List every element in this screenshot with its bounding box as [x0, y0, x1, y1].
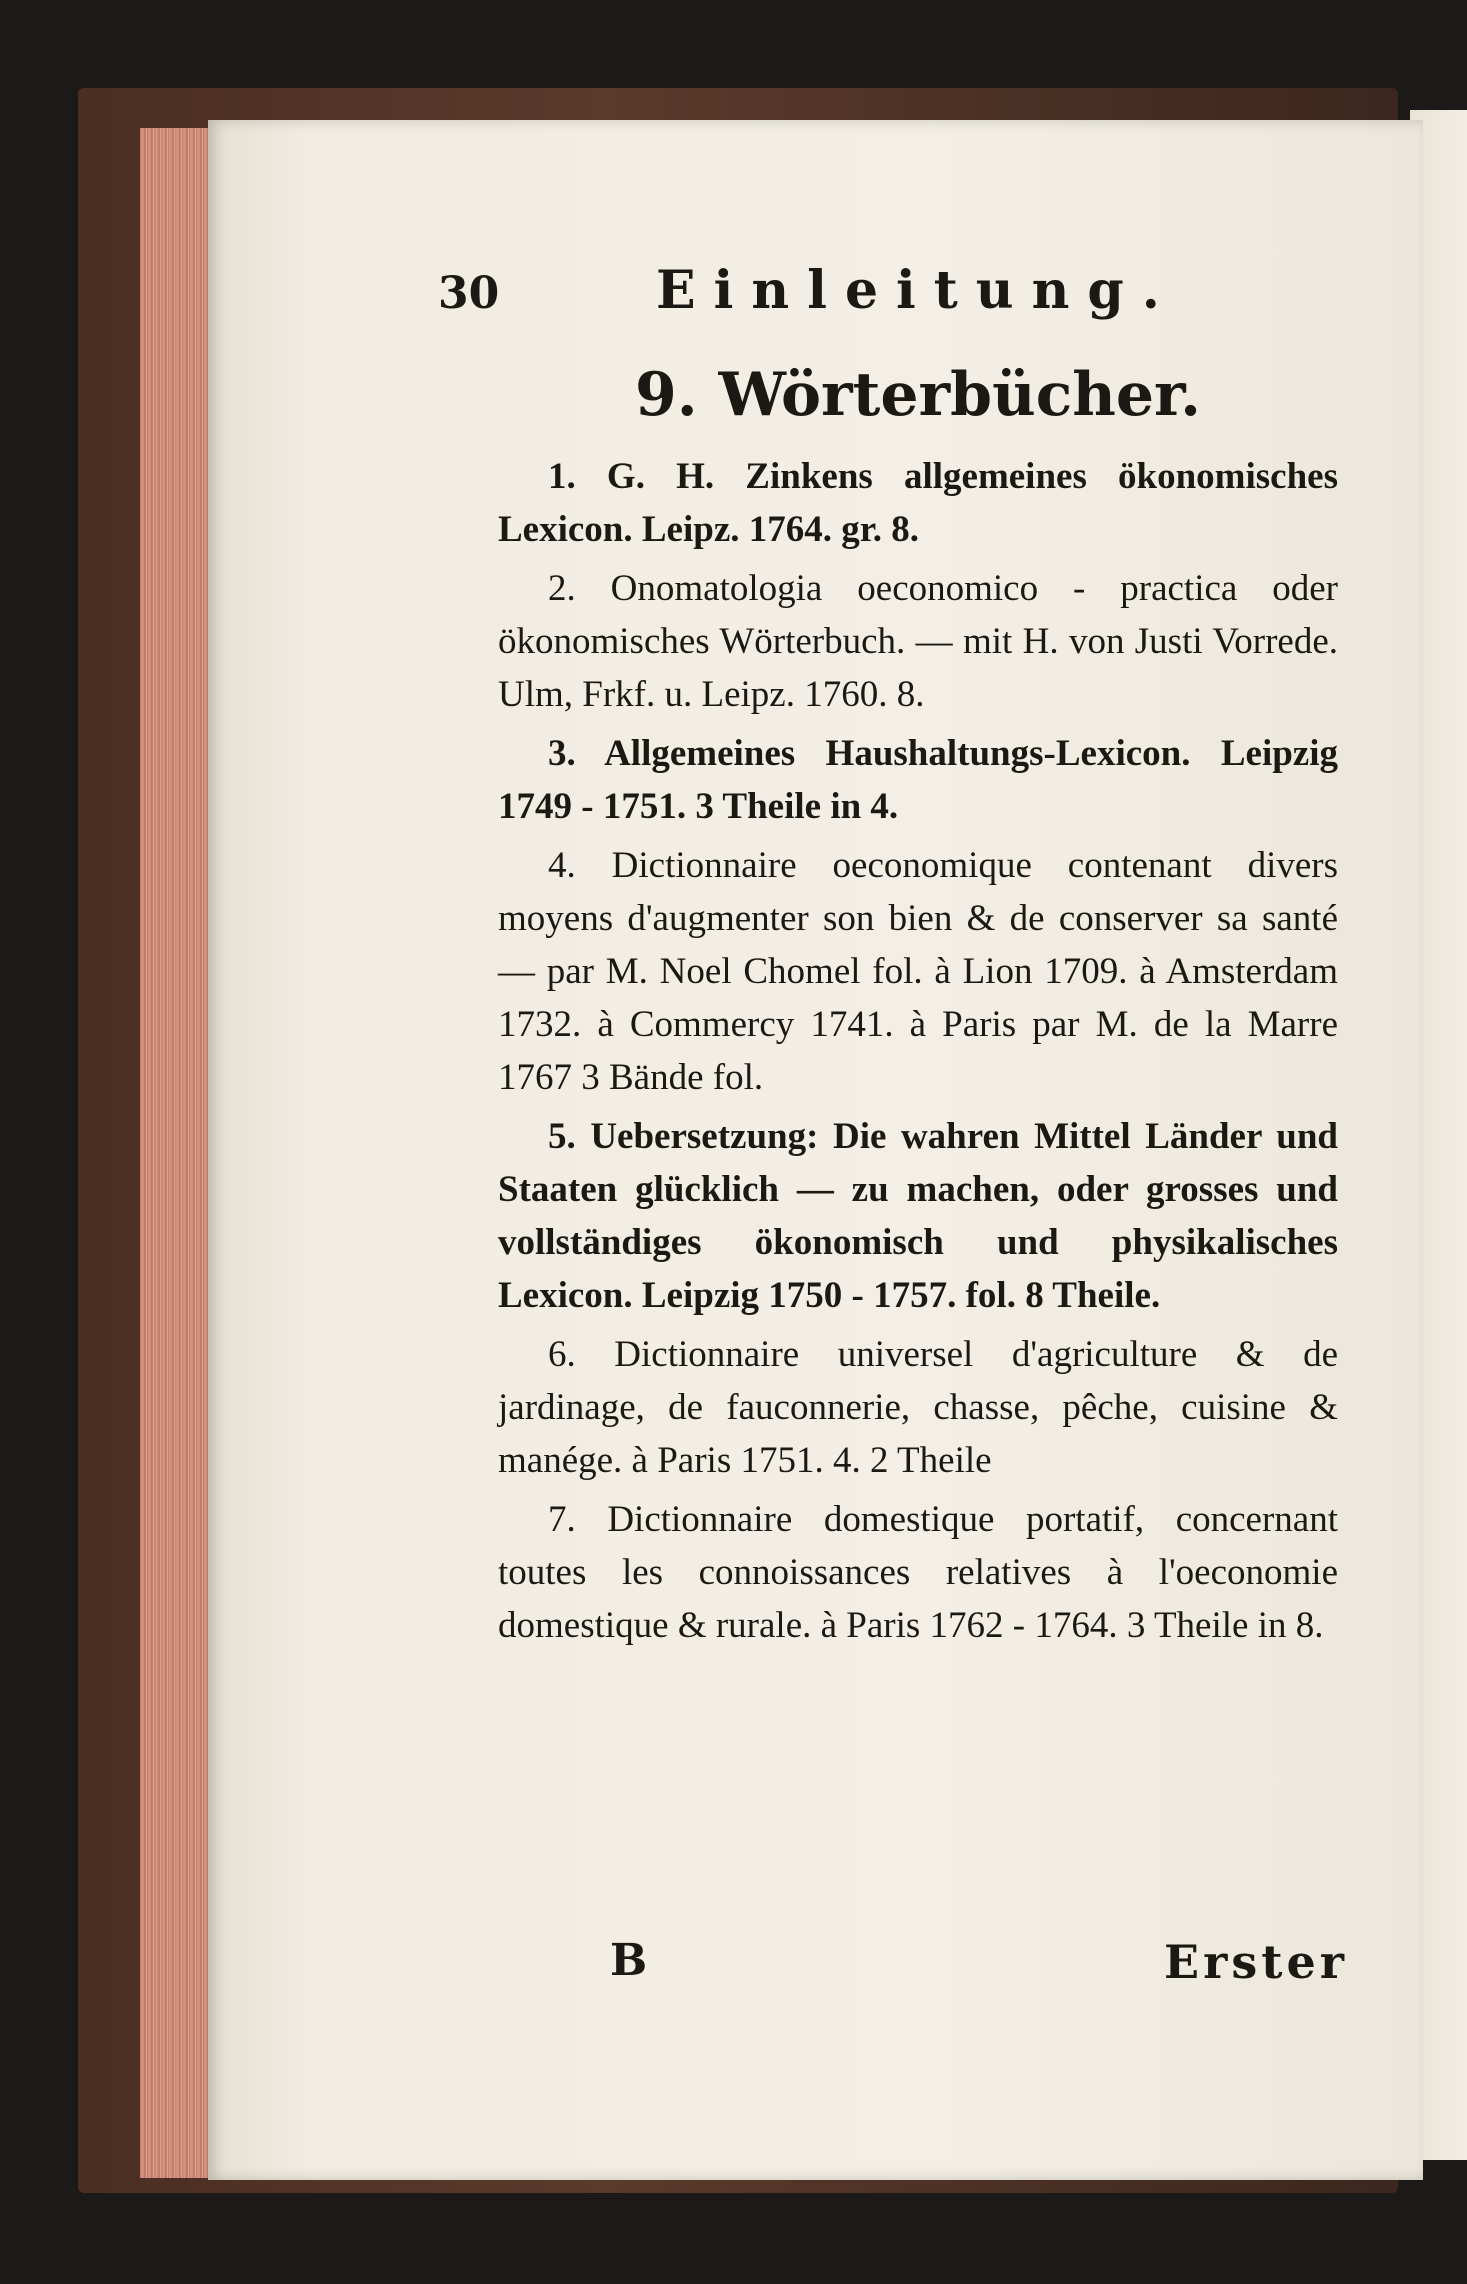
- entry-2: 2. Onomatologia oeconomico - practica oder ökonomisches Wörterbuch. — mit H. von Justi Vorrede. Ulm, Frkf. u. Leipz. 1760. 8.: [498, 568, 1338, 715]
- entry-4: 4. Dictionnaire oeconomique contenant divers moyens d'augmenter son bien & de conserver sa santé — par M. Noel Chomel fol. à Lion 1709. à Amsterdam 1732. à Commercy 1741. à Paris par M. de la Marre 1767 3 Bände fol.: [498, 845, 1338, 1098]
- entry-5: 5. Uebersetzung: Die wahren Mittel Länder und Staaten glücklich — zu machen, oder grosses und vollständiges ökonomisch und physikalisches Lexicon. Leipzig 1750 - 1757. fol. 8 Theile.: [498, 1116, 1338, 1316]
- catchword: Erster: [1164, 1935, 1348, 1989]
- page-content: [438, 250, 1348, 1989]
- running-head: [438, 250, 1338, 340]
- page-number: 30: [438, 268, 500, 319]
- signature-mark: B: [610, 1935, 648, 1986]
- entry-3: 3. Allgemeines Haushaltungs-Lexicon. Leipzig 1749 - 1751. 3 Theile in 4.: [498, 733, 1338, 827]
- entry-1: 1. G. H. Zinkens allgemeines ökonomisches Lexicon. Leipz. 1764. gr. 8.: [498, 456, 1338, 550]
- section-heading: 9. Wörterbücher.: [634, 360, 1202, 430]
- running-title: Einleitung.: [656, 260, 1178, 321]
- entry-7: 7. Dictionnaire domestique portatif, concernant toutes les connoissances relatives à l'oeconomie domestique & rurale. à Paris 1762 - 1764. 3 Theile in 8.: [498, 1499, 1338, 1646]
- page-edges: [140, 128, 210, 2178]
- entry-6: 6. Dictionnaire universel d'agriculture & de jardinage, de fauconnerie, chasse, pêche, cuisine & manége. à Paris 1751. 4. 2 Theile: [498, 1334, 1338, 1481]
